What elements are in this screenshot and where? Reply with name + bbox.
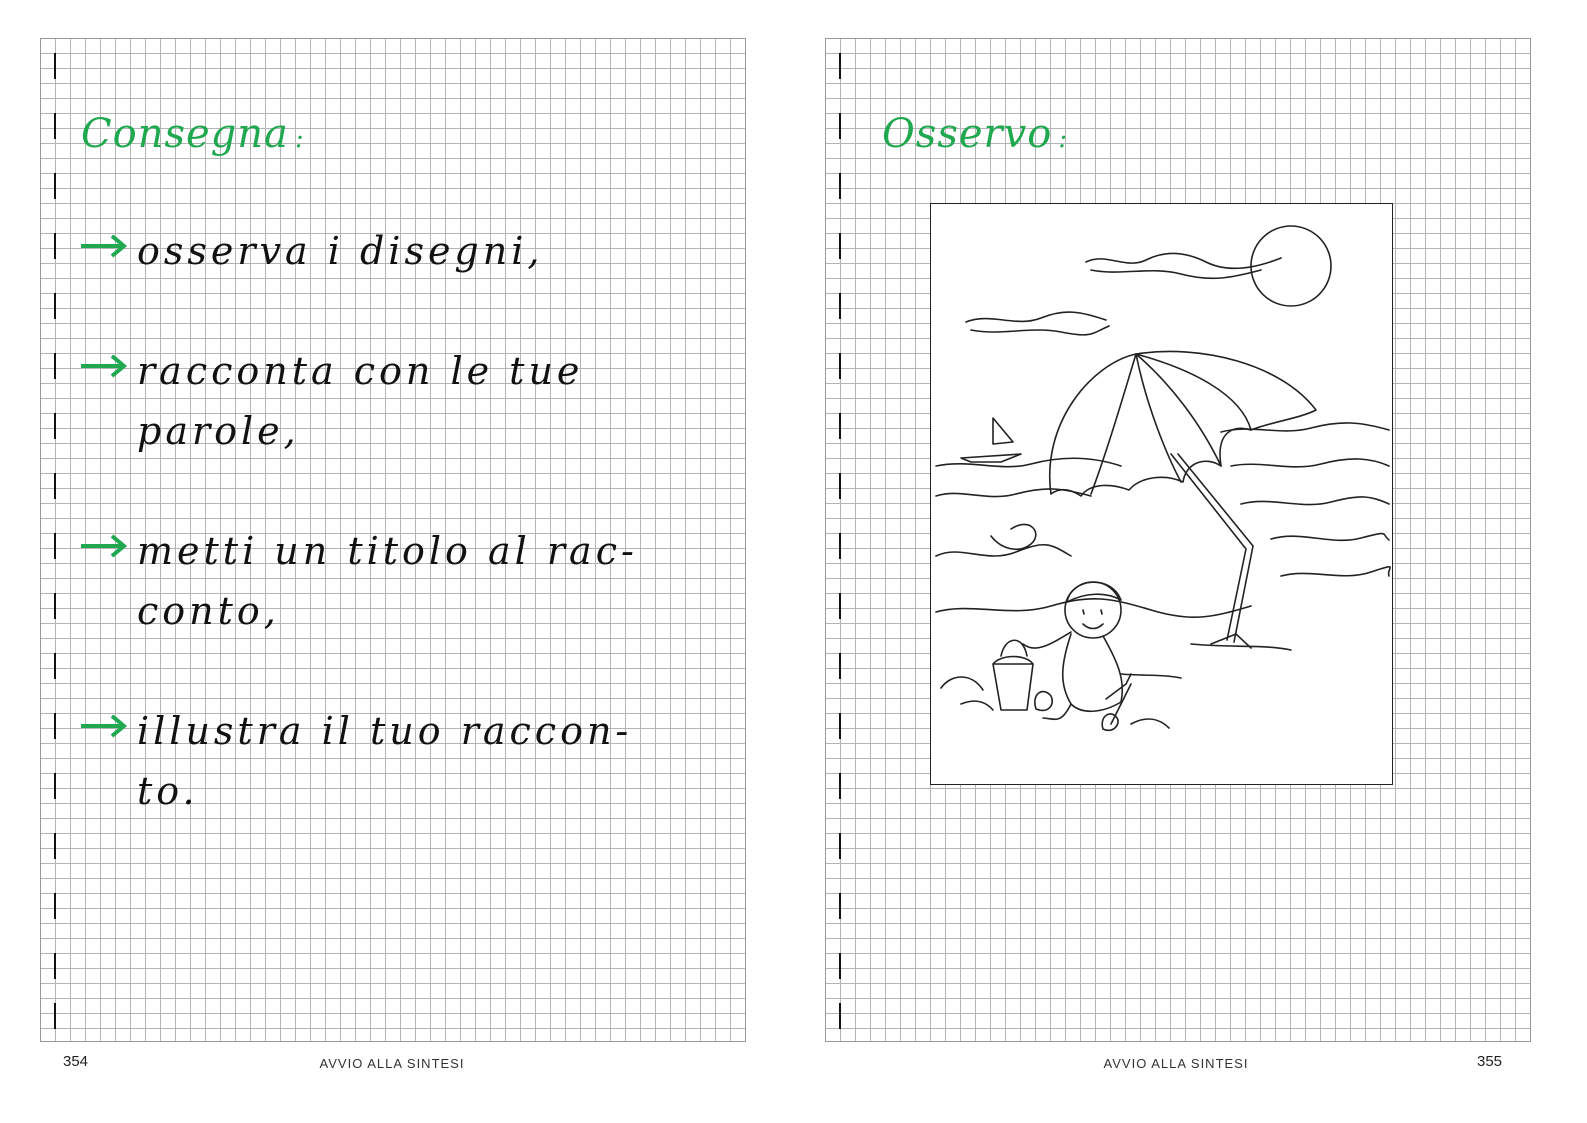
margin-marks bbox=[839, 39, 842, 1041]
right-arrow-icon bbox=[79, 233, 129, 259]
sailboat bbox=[961, 418, 1021, 462]
instruction-item bbox=[79, 231, 719, 291]
footer-title-right: AVVIO ALLA SINTESI bbox=[1103, 1056, 1249, 1071]
page-number-right: 355 bbox=[1477, 1053, 1503, 1070]
observe-heading bbox=[882, 111, 1068, 157]
instruction-line: to. bbox=[137, 769, 199, 813]
instruction-line: illustra il tuo raccon- bbox=[137, 709, 633, 753]
child-body bbox=[1023, 632, 1131, 719]
sand-line bbox=[1121, 644, 1291, 678]
beach-illustration bbox=[930, 203, 1393, 785]
right-arrow-icon bbox=[79, 713, 129, 739]
instruction-line: osserva i disegni, bbox=[137, 229, 544, 273]
page-number-left: 354 bbox=[63, 1053, 89, 1070]
bucket bbox=[993, 640, 1033, 710]
right-notebook-page bbox=[825, 38, 1531, 1042]
umbrella-canopy bbox=[1050, 351, 1316, 496]
umbrella-pole bbox=[1171, 454, 1253, 648]
sea-waves bbox=[936, 423, 1390, 617]
instruction-line: parole, bbox=[137, 409, 300, 453]
cloud bbox=[966, 312, 1109, 335]
heading-text: Consegna bbox=[81, 111, 289, 157]
instruction-item bbox=[79, 531, 719, 651]
margin-marks bbox=[54, 39, 57, 1041]
child-face bbox=[1083, 610, 1103, 629]
right-arrow-icon bbox=[79, 533, 129, 559]
instruction-line: racconta con le tue bbox=[137, 349, 584, 393]
sand-mounds bbox=[941, 677, 1169, 728]
heading-colon: : bbox=[294, 124, 305, 154]
instructions-heading bbox=[81, 111, 305, 157]
instruction-item bbox=[79, 711, 719, 831]
sun bbox=[1251, 226, 1331, 306]
instruction-item bbox=[79, 351, 719, 471]
left-notebook-page bbox=[40, 38, 746, 1042]
heading-text: Osservo bbox=[882, 111, 1053, 157]
heading-colon: : bbox=[1058, 124, 1069, 154]
instruction-line: metti un titolo al rac- bbox=[137, 529, 638, 573]
instruction-line: conto, bbox=[137, 589, 280, 633]
umbrella-ribs bbox=[1091, 354, 1251, 494]
right-arrow-icon bbox=[79, 353, 129, 379]
footer-title-left: AVVIO ALLA SINTESI bbox=[319, 1056, 465, 1071]
